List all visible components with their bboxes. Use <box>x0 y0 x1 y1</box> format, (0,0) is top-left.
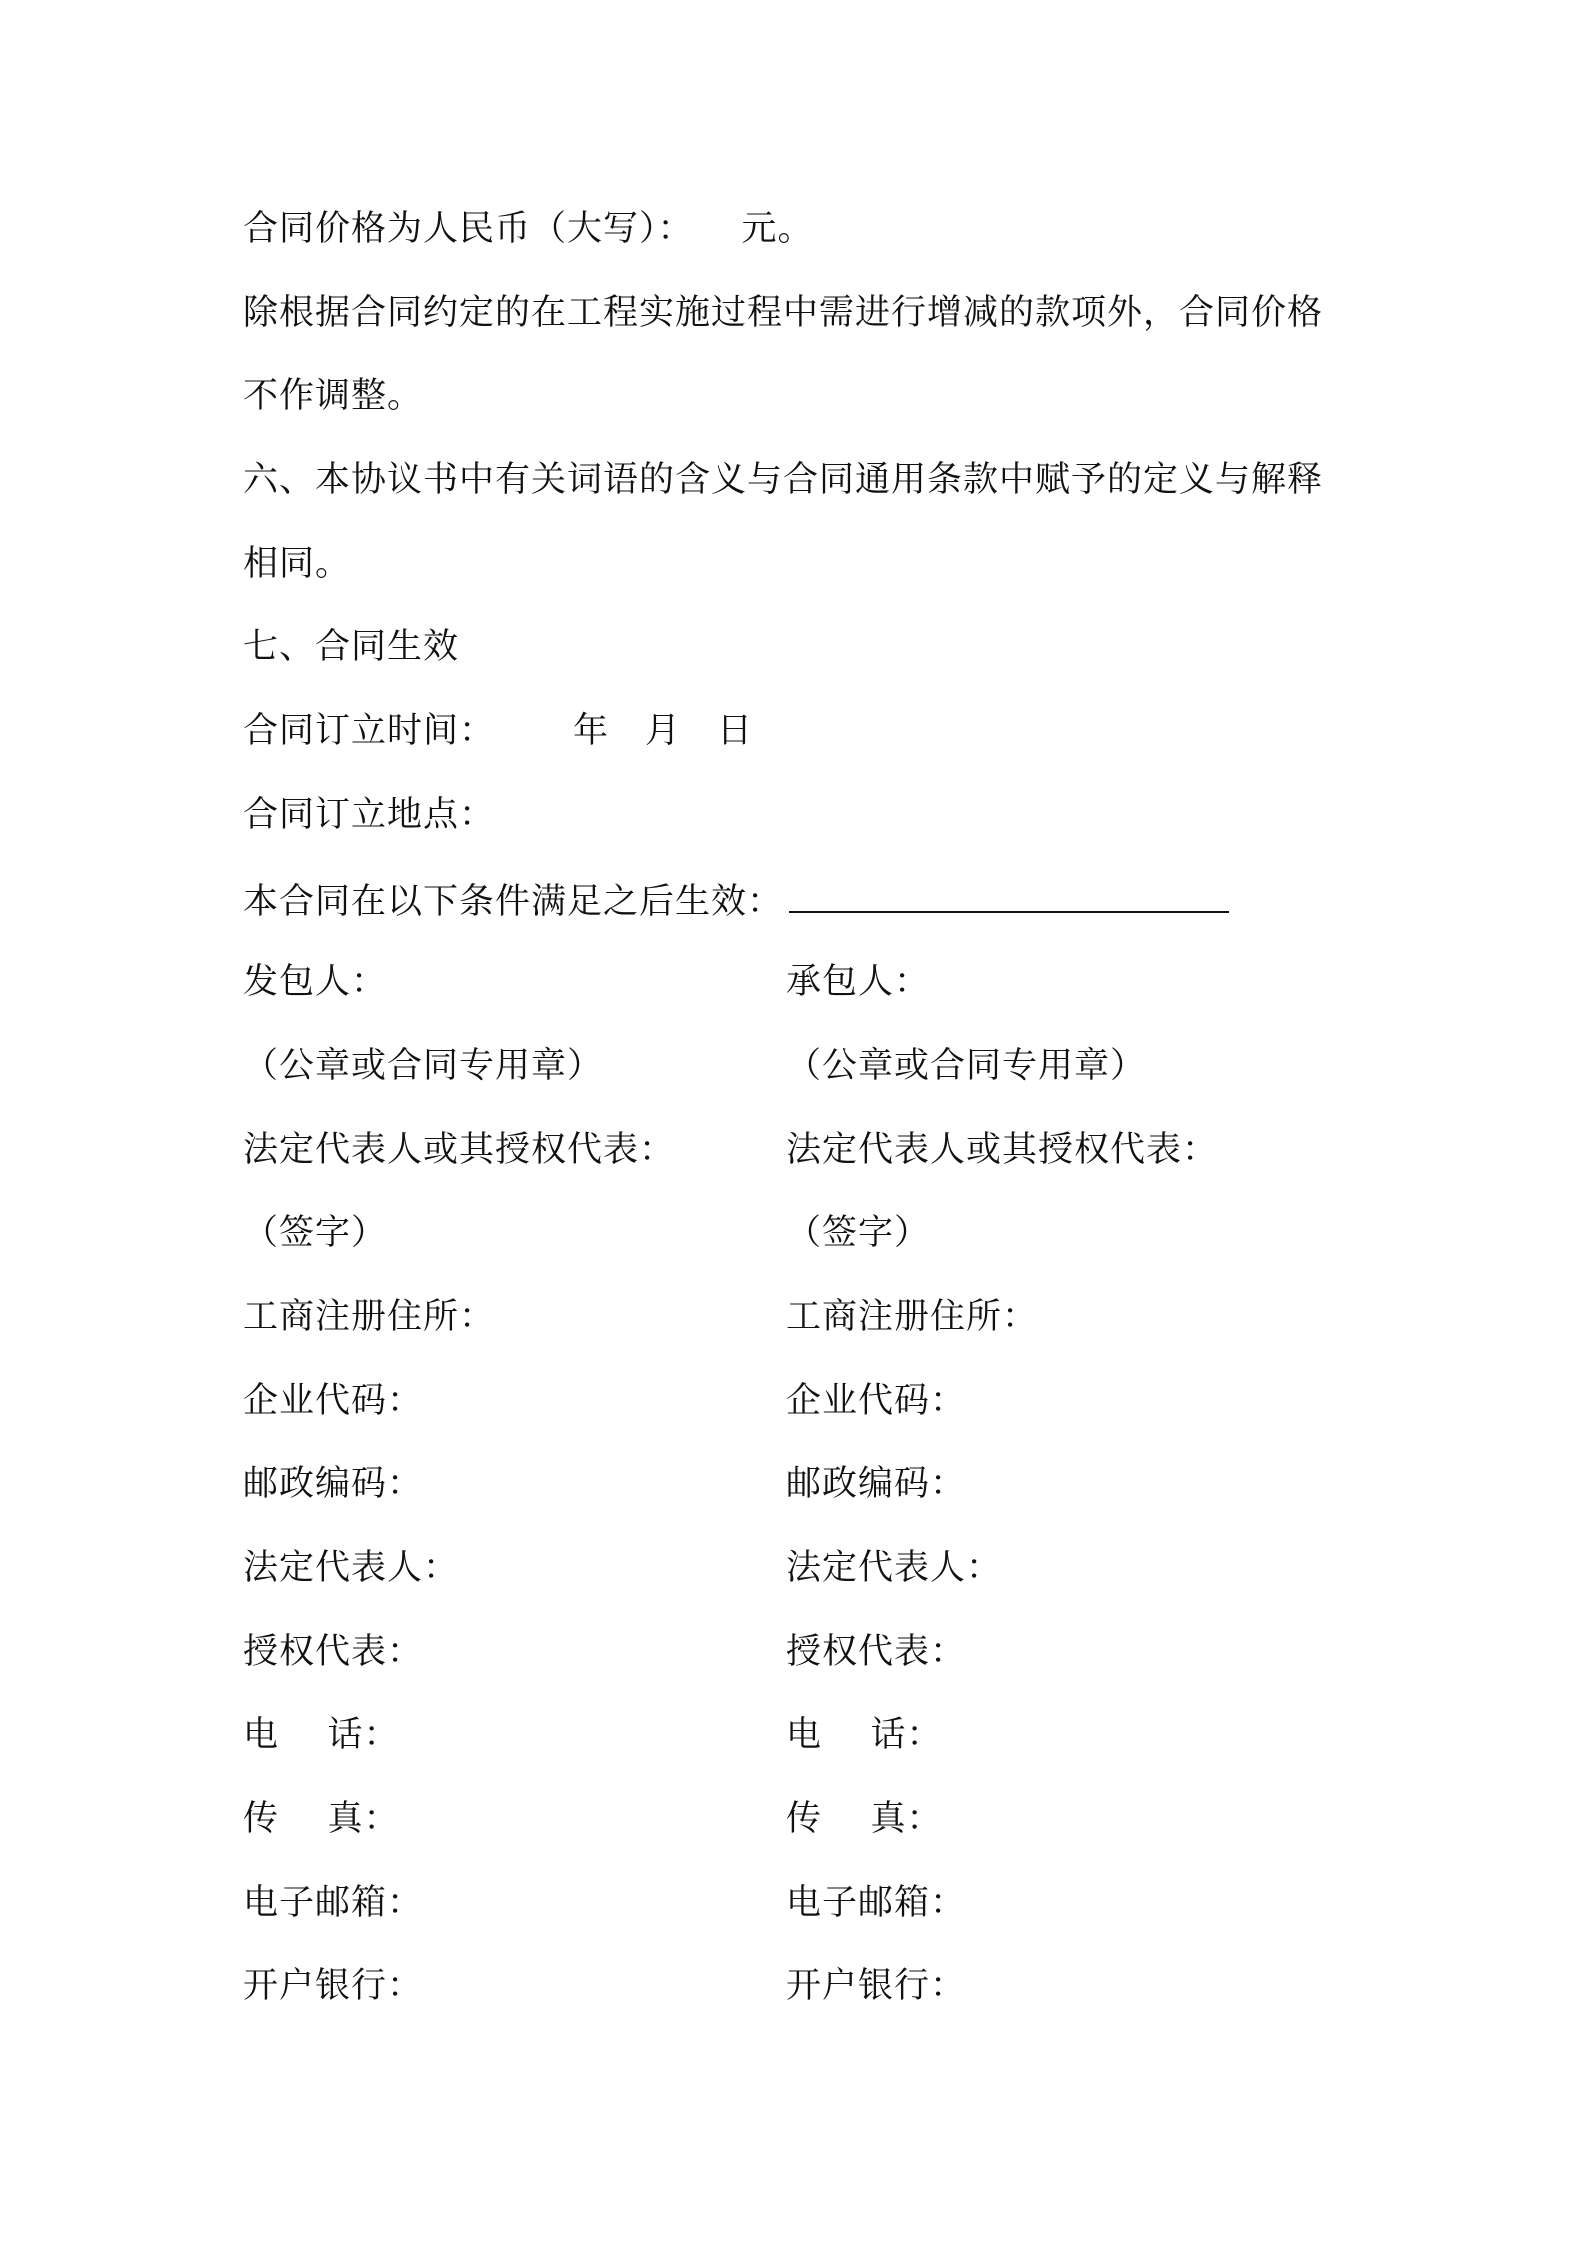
adjustment-line-1: 除根据合同约定的在工程实施过程中需进行增减的款项外，合同价格 <box>243 293 1324 333</box>
contractor-seal: （公章或合同专用章） <box>786 1046 1147 1086</box>
month-label: 月 <box>645 711 682 751</box>
contractor-authorized-rep: 授权代表： <box>786 1632 967 1672</box>
adjustment-line-2: 不作调整。 <box>243 376 424 416</box>
employer-phone: 电 话： <box>243 1715 400 1755</box>
effective-condition-line <box>243 880 1229 924</box>
effective-condition-blank <box>789 881 1229 913</box>
price-label: 合同价格为人民币（大写）： <box>243 209 694 249</box>
employer-legal-rep: 法定代表人： <box>243 1548 460 1588</box>
employer-seal: （公章或合同专用章） <box>243 1046 604 1086</box>
contractor-fax: 传 真： <box>786 1799 943 1839</box>
contractor-party-label: 承包人： <box>786 962 931 1002</box>
year-label: 年 <box>573 711 610 751</box>
sign-time-label: 合同订立时间： <box>243 711 496 751</box>
contractor-bank: 开户银行： <box>786 1966 967 2006</box>
article-6-line-2: 相同。 <box>243 544 352 584</box>
employer-representative: 法定代表人或其授权代表： <box>243 1130 676 1170</box>
sign-place-label: 合同订立地点： <box>243 795 496 835</box>
article-6-line-1: 六、本协议书中有关词语的含义与合同通用条款中赋予的定义与解释 <box>243 460 1324 500</box>
contractor-email: 电子邮箱： <box>786 1883 967 1923</box>
employer-bank: 开户银行： <box>243 1966 424 2006</box>
contractor-enterprise-code: 企业代码： <box>786 1381 967 1421</box>
employer-fax: 传 真： <box>243 1799 400 1839</box>
contractor-legal-rep: 法定代表人： <box>786 1548 1003 1588</box>
contractor-representative: 法定代表人或其授权代表： <box>786 1130 1219 1170</box>
employer-postal-code: 邮政编码： <box>243 1464 424 1504</box>
contractor-signature: （签字） <box>786 1213 931 1253</box>
contract-price-line <box>243 207 814 251</box>
employer-enterprise-code: 企业代码： <box>243 1381 424 1421</box>
contractor-address: 工商注册住所： <box>786 1297 1039 1337</box>
effective-label: 本合同在以下条件满足之后生效： <box>243 882 784 922</box>
employer-party-label: 发包人： <box>243 962 388 1002</box>
employer-email: 电子邮箱： <box>243 1883 424 1923</box>
employer-address: 工商注册住所： <box>243 1297 496 1337</box>
contractor-postal-code: 邮政编码： <box>786 1464 967 1504</box>
contractor-phone: 电 话： <box>786 1715 943 1755</box>
day-label: 日 <box>717 711 754 751</box>
employer-authorized-rep: 授权代表： <box>243 1632 424 1672</box>
sign-time-line <box>243 709 753 753</box>
employer-signature: （签字） <box>243 1213 388 1253</box>
article-7-title: 七、合同生效 <box>243 627 460 667</box>
price-unit: 元。 <box>741 209 814 249</box>
